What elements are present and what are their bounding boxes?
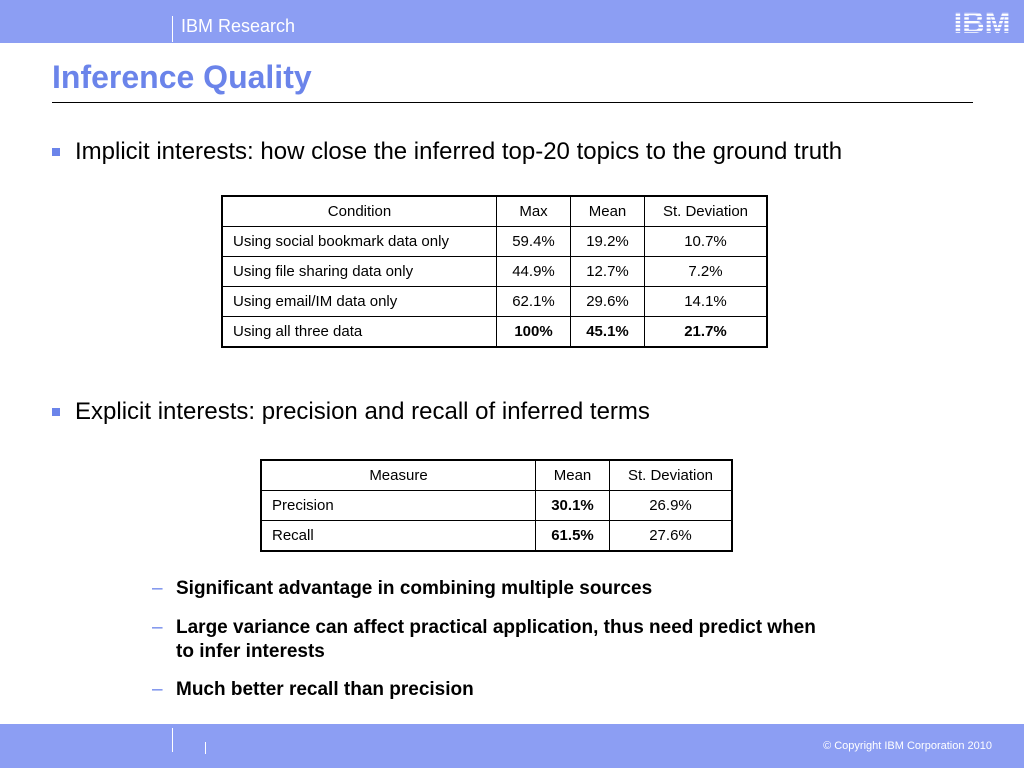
footer-bar	[0, 724, 1024, 768]
table-header-row	[222, 196, 767, 227]
header-cell: Max	[497, 196, 571, 227]
table-cell: Using file sharing data only	[222, 257, 497, 287]
header-cell: Condition	[222, 196, 497, 227]
bullet-text: Explicit interests: precision and recall of inferred terms	[75, 398, 650, 425]
table-cell: 62.1%	[497, 287, 571, 317]
copyright-text: © Copyright IBM Corporation 2010	[823, 740, 992, 752]
bullet-square-icon	[52, 148, 60, 156]
table-cell: Using email/IM data only	[222, 287, 497, 317]
org-name: IBM Research	[181, 16, 296, 36]
table-header-row	[261, 460, 732, 491]
table-row	[261, 491, 732, 521]
table-cell: 19.2%	[571, 227, 645, 257]
implicit-interests-table	[221, 195, 768, 348]
header-cell: St. Deviation	[645, 196, 768, 227]
table-cell: 30.1%	[536, 491, 610, 521]
table-cell: Recall	[261, 521, 536, 552]
table-cell: 45.1%	[571, 317, 645, 348]
table-row	[222, 257, 767, 287]
table-cell: 12.7%	[571, 257, 645, 287]
header-cell: Mean	[536, 460, 610, 491]
table-cell: 21.7%	[645, 317, 768, 348]
table-row	[222, 287, 767, 317]
table-cell: 29.6%	[571, 287, 645, 317]
dash-icon: –	[152, 578, 163, 599]
table-row	[261, 521, 732, 552]
table-cell: 14.1%	[645, 287, 768, 317]
table-cell: 26.9%	[610, 491, 733, 521]
table-cell: 44.9%	[497, 257, 571, 287]
table-cell: 27.6%	[610, 521, 733, 552]
table-cell: 59.4%	[497, 227, 571, 257]
table-cell: 7.2%	[645, 257, 768, 287]
header-cell: St. Deviation	[610, 460, 733, 491]
dash-icon: –	[152, 617, 163, 638]
bullet-text: Implicit interests: how close the inferred top-20 topics to the ground truth	[75, 138, 843, 165]
header-cell: Mean	[571, 196, 645, 227]
title-underline	[52, 102, 973, 103]
table-cell: Precision	[261, 491, 536, 521]
subbullet-text: Much better recall than precision	[176, 679, 474, 700]
header-bar	[0, 0, 1024, 43]
table-cell: 100%	[497, 317, 571, 348]
table-row	[222, 227, 767, 257]
svg-text:IBM: IBM	[953, 6, 1011, 36]
subbullet-text: Significant advantage in combining multiple sources	[176, 578, 653, 599]
footer-divider	[172, 728, 173, 752]
bullet-square-icon	[52, 408, 60, 416]
table-row	[222, 317, 767, 348]
slide-title: Inference Quality	[52, 59, 312, 95]
table-cell: Using all three data	[222, 317, 497, 348]
header-cell: Measure	[261, 460, 536, 491]
subbullet-text: Large variance can affect practical application, thus need predict when to infer interests	[176, 617, 816, 662]
ibm-logo	[946, 6, 1018, 36]
footer-divider-small	[205, 742, 206, 754]
dash-icon: –	[152, 679, 163, 700]
table-cell: Using social bookmark data only	[222, 227, 497, 257]
header-divider	[172, 16, 173, 42]
table-cell: 10.7%	[645, 227, 768, 257]
table-cell: 61.5%	[536, 521, 610, 552]
explicit-interests-table	[260, 459, 733, 552]
